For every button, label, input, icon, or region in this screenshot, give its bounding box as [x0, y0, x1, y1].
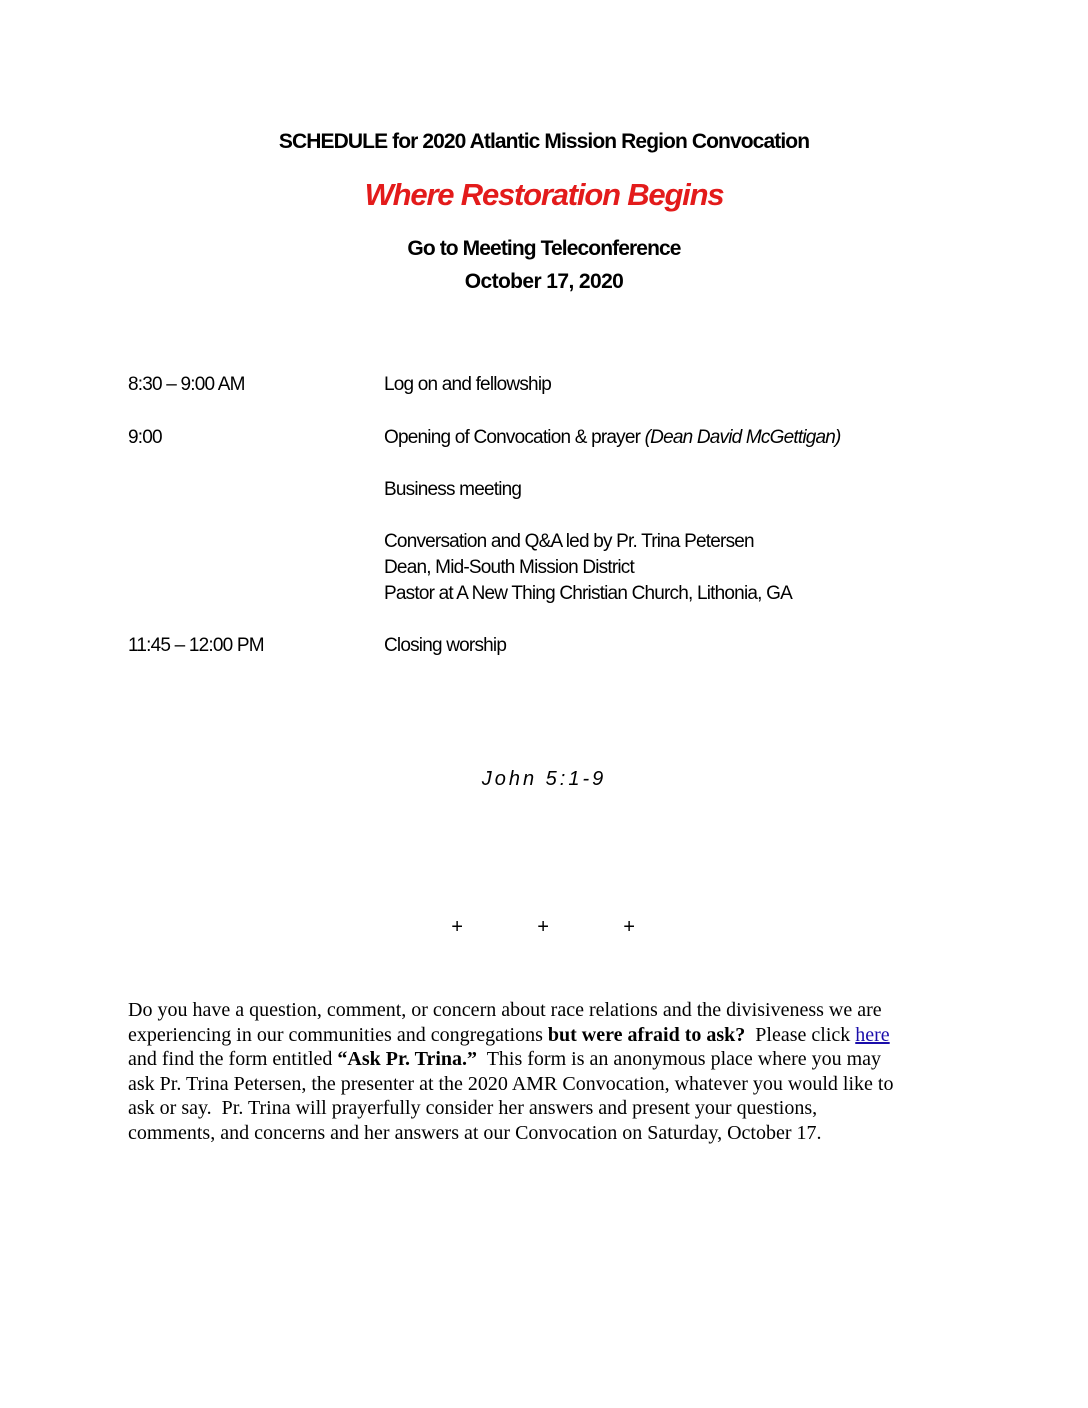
form-link[interactable]: here	[855, 1023, 890, 1046]
schedule-item-line: Pastor at A New Thing Christian Church, Lithonia, GA	[384, 583, 792, 604]
schedule-item-text: Log on and fellowship	[384, 374, 552, 395]
separator-cross: +	[623, 916, 635, 938]
paragraph-text: experiencing in our communities and congregations	[128, 1023, 548, 1046]
form-title: “Ask Pr. Trina.”	[337, 1048, 478, 1070]
schedule-time: 8:30 – 9:00 AM	[128, 374, 245, 395]
separator-cross: +	[537, 916, 549, 938]
paragraph-line: Do you have a question, comment, or concern about race relations and the divisiveness we are	[128, 999, 882, 1021]
schedule-item	[384, 372, 551, 398]
schedule-item	[384, 633, 506, 659]
convocation-theme: Where Restoration Begins	[364, 177, 724, 212]
paragraph-text: Please click	[745, 1023, 856, 1046]
document-title: SCHEDULE for 2020 Atlantic Mission Region Convocation	[278, 130, 810, 153]
schedule-item-line: Dean, Mid-South Mission District	[384, 557, 634, 578]
schedule-item-text: Opening of Convocation & prayer	[384, 427, 645, 448]
paragraph-text: This form is an anonymous place where you may	[477, 1048, 882, 1070]
separator-cross: +	[451, 916, 463, 938]
schedule-item-note: (Dean David McGettigan)	[644, 427, 841, 448]
paragraph-text: and find the form entitled	[128, 1048, 338, 1070]
schedule-time: 9:00	[128, 427, 162, 448]
paragraph-line	[128, 1023, 968, 1048]
emphasis-text: but were afraid to ask?	[547, 1023, 746, 1046]
paragraph-line: comments, and concerns and her answers at our Convocation on Saturday, October 17.	[128, 1121, 822, 1144]
paragraph-line: ask Pr. Trina Petersen, the presenter at the 2020 AMR Convocation, whatever you would like to	[128, 1072, 894, 1095]
schedule-item	[384, 425, 841, 451]
schedule-item-text: Business meeting	[384, 479, 522, 500]
event-date: October 17, 2020	[464, 270, 624, 293]
paragraph-line: ask or say. Pr. Trina will prayerfully consider her answers and present your questions,	[128, 1097, 818, 1119]
paragraph-line	[128, 1047, 968, 1072]
schedule-time: 11:45 – 12:00 PM	[128, 635, 264, 656]
event-format: Go to Meeting Teleconference	[407, 237, 681, 260]
invitation-paragraph	[128, 998, 968, 1145]
schedule-item	[384, 529, 792, 607]
schedule-item-text: Closing worship	[384, 635, 507, 656]
scripture-reference: John 5:1-9	[481, 768, 607, 790]
schedule-item-line: Conversation and Q&A led by Pr. Trina Petersen	[384, 531, 754, 552]
schedule-item	[384, 477, 521, 503]
